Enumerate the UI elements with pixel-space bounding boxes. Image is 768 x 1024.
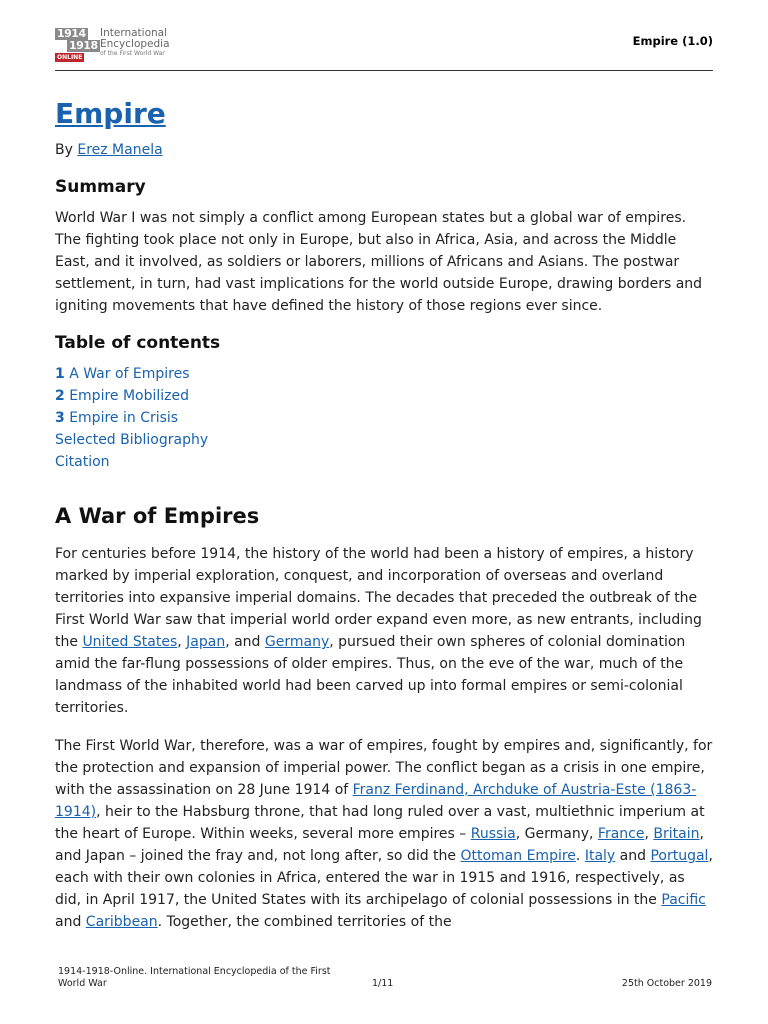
footer-date: 25th October 2019	[621, 978, 712, 989]
text: , and	[225, 634, 265, 650]
byline	[55, 139, 715, 161]
toc-item-label: A War of Empires	[69, 366, 190, 382]
logo-text	[100, 28, 170, 58]
logo-mark	[55, 28, 98, 64]
link-portugal[interactable]: Portugal	[650, 848, 709, 864]
text: . Together, the combined territories of the	[157, 914, 452, 930]
author-link[interactable]: Erez Manela	[77, 142, 163, 158]
link-russia[interactable]: Russia	[470, 826, 516, 842]
toc-item-label: Empire in Crisis	[69, 410, 179, 426]
toc-item-number: 3	[55, 410, 65, 426]
link-caribbean[interactable]: Caribbean	[85, 914, 158, 930]
logo-text-line3: of the First World War	[100, 50, 165, 57]
summary-heading: Summary	[55, 177, 146, 197]
text: , Germany,	[515, 826, 598, 842]
article-title-link[interactable]: Empire	[55, 97, 166, 130]
encyclopedia-logo[interactable]	[55, 28, 170, 64]
link-japan[interactable]: Japan	[186, 634, 226, 650]
logo-text-line2: Encyclopedia	[100, 38, 170, 50]
toc-item-label: Empire Mobilized	[69, 388, 190, 404]
document-title: Empire (1.0)	[632, 34, 713, 48]
text: .	[575, 848, 585, 864]
link-franz-ferdinand[interactable]: Franz Ferdinand, Archduke of Austria-Este (1863-1914)	[55, 782, 697, 820]
text: ,	[177, 634, 187, 650]
text: , and Japan – joined the fray and, not long after, so did the	[55, 826, 704, 864]
section-heading-war-of-empires: A War of Empires	[55, 504, 260, 528]
text: For centuries before 1914, the history of the world had been a history of empires, a history marked by imperial exploration, conquest, and incorporation of overseas and overland territories into expansive imperial domains. The decades that preceded the outbreak of the First World War saw that imperial world order expand even more, as new entrants, including the	[55, 546, 702, 650]
footer-page-number: 1/11	[372, 978, 394, 989]
paragraph-2	[55, 735, 715, 933]
link-united-states[interactable]: United States	[82, 634, 178, 650]
toc-item[interactable]	[55, 363, 715, 385]
logo-online-badge: ONLINE	[57, 54, 83, 61]
toc-heading: Table of contents	[55, 333, 221, 353]
toc-item-number: 1	[55, 366, 65, 382]
link-pacific[interactable]: Pacific	[661, 892, 706, 908]
summary-text: World War I was not simply a conflict among European states but a global war of empires. The fighting took place not only in Europe, but also in Africa, Asia, and across the Middle East, and it involved, as soldiers or laborers, millions of Africans and Asians. The postwar settlement, in turn, had vast implications for the world outside Europe, drawing borders and igniting movements that have defined the history of those regions ever since.	[55, 210, 703, 314]
toc-item[interactable]	[55, 451, 715, 473]
page-header	[55, 28, 713, 71]
toc-item[interactable]	[55, 385, 715, 407]
text: , heir to the Habsburg throne, that had long ruled over a vast, multiethnic imperium at the heart of Europe. Within weeks, several more empires –	[55, 804, 705, 842]
link-italy[interactable]: Italy	[584, 848, 616, 864]
footer-source: 1914-1918-Online. International Encyclopedia of the First World War	[58, 966, 331, 989]
link-britain[interactable]: Britain	[653, 826, 700, 842]
toc-item-number: 2	[55, 388, 65, 404]
link-germany[interactable]: Germany	[264, 634, 330, 650]
logo-text-line1: International	[100, 27, 168, 39]
logo-year-1914: 1914	[57, 27, 86, 40]
text: ,	[644, 826, 654, 842]
text: , pursued their own spheres of colonial domination amid the far-flung possessions of older empires. Thus, on the eve of the war, much of the landmass of the inhabited world had been carved up into formal empires or semi-colonial territories.	[55, 634, 686, 716]
text: The First World War, therefore, was a war of empires, fought by empires and, significantly, for the protection and expansion of imperial power. The conflict began as a crisis in one empire, with the assassination on 28 June 1914 of	[55, 738, 713, 798]
toc-item-label: Citation	[55, 454, 110, 470]
logo-year-1918: 1918	[69, 39, 98, 52]
toc-item-label: Selected Bibliography	[55, 432, 209, 448]
toc-item[interactable]	[55, 429, 715, 451]
article-title	[55, 92, 715, 136]
text: , each with their own colonies in Africa, entered the war in 1915 and 1916, respectively, as did, in April 1917, the United States with its archipelago of colonial possessions in the	[55, 848, 713, 908]
article-content	[55, 92, 715, 933]
link-ottoman-empire[interactable]: Ottoman Empire	[460, 848, 576, 864]
toc-item[interactable]	[55, 407, 715, 429]
paragraph-1	[55, 543, 715, 719]
link-france[interactable]: France	[597, 826, 645, 842]
table-of-contents	[55, 363, 715, 473]
text: and	[615, 848, 651, 864]
by-label: By	[55, 142, 73, 158]
text: and	[55, 914, 86, 930]
